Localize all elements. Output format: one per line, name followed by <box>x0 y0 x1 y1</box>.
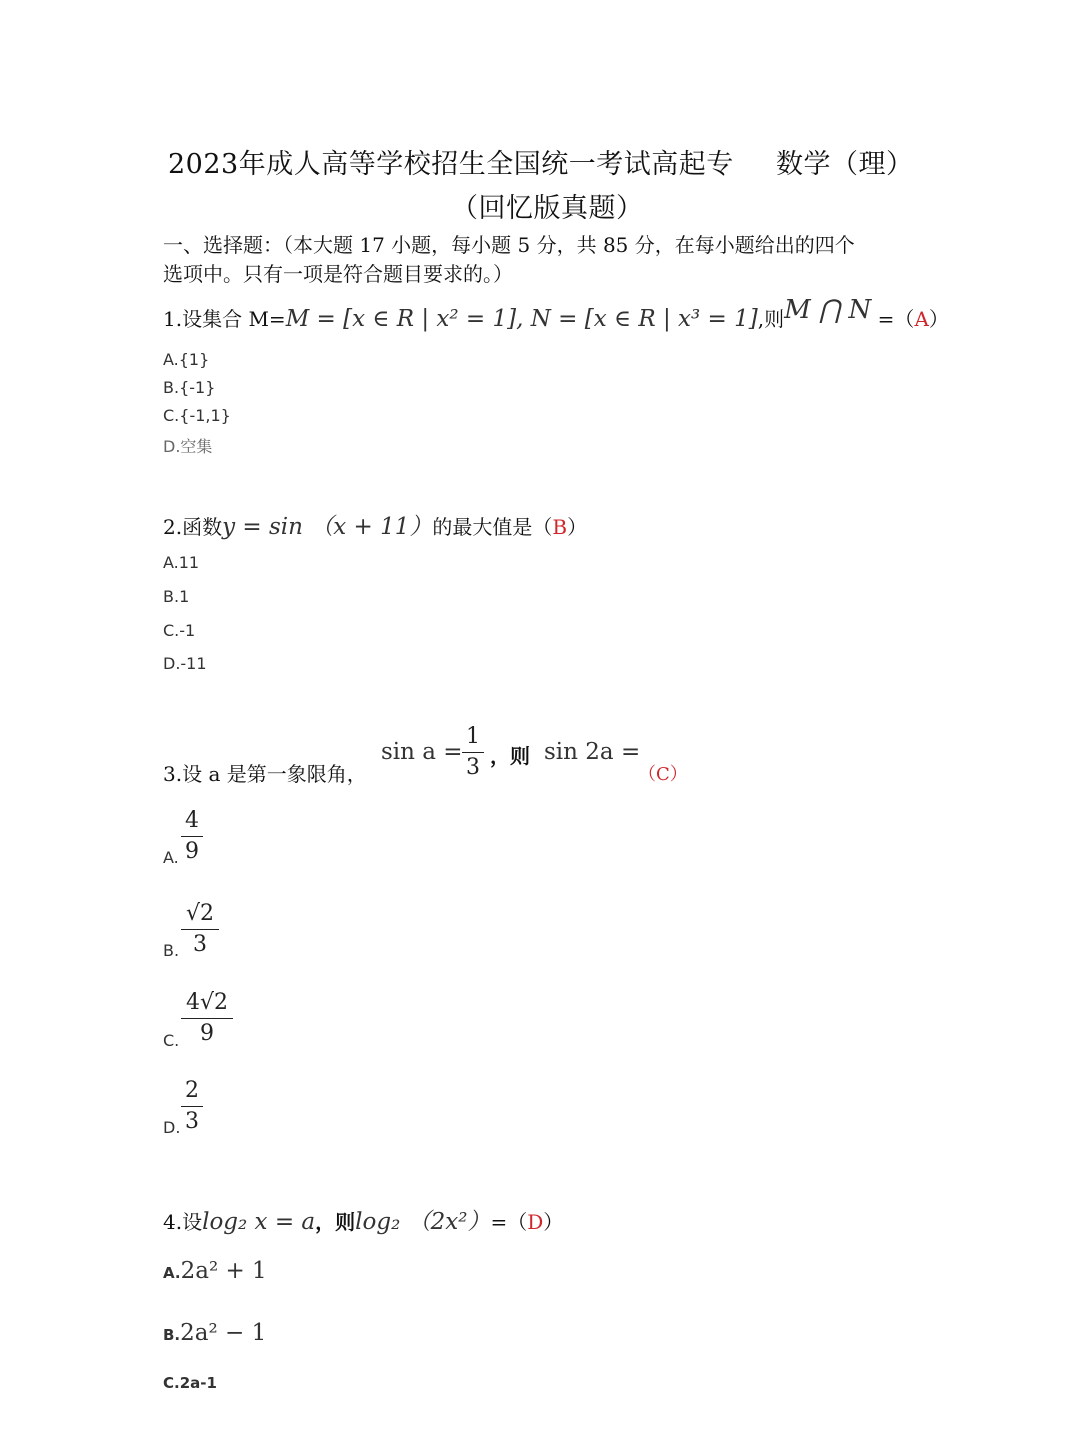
q3-option-c-num: 4√2 <box>185 990 228 1015</box>
q1-formula: M = [x ∈ R | x² = 1], N = [x ∈ R | x³ = 1] <box>285 306 758 332</box>
q2-option-b: B.1 <box>163 587 190 606</box>
section-heading-line1: 一、选择题：（本大题 17 小题，每小题 5 分，共 85 分，在每小题给出的四个 <box>163 233 855 257</box>
q1-eq: =（ <box>871 307 915 331</box>
q2-answer: B <box>552 515 568 539</box>
q4-answer: D <box>527 1210 544 1234</box>
q4-option-c-label: C. <box>163 1374 180 1392</box>
q4-prefix: 4.设 <box>163 1210 203 1234</box>
q3-option-b-num: √2 <box>185 901 214 926</box>
exam-title: 2023年成人高等学校招生全国统一考试高起专 <box>168 149 734 180</box>
q1-option-d: D.空集 <box>163 437 213 456</box>
q3-option-a-den: 9 <box>185 839 199 864</box>
q4-close: ） <box>543 1210 564 1234</box>
q4-eq: =（ <box>490 1210 528 1234</box>
q1-formula-intersection: M ⋂ N <box>784 295 872 325</box>
exam-subject: 数学（理） <box>776 149 914 180</box>
q2-prefix: 2.函数 <box>163 515 223 539</box>
q4-option-a <box>163 1258 267 1284</box>
q2-option-d: D.-11 <box>163 654 207 673</box>
q3-option-d-label: D. <box>163 1118 181 1137</box>
q3-formula-lhs: sin a = <box>381 739 463 765</box>
q2-close: ） <box>567 515 588 539</box>
q1-option-b: B.{-1} <box>163 378 216 397</box>
exam-subtitle: （回忆版真题） <box>451 193 644 224</box>
q1-then: ,则 <box>757 307 785 331</box>
q3-formula-rhs: sin 2a = <box>544 739 641 765</box>
q4-option-a-formula: 2a² + 1 <box>180 1258 267 1284</box>
q4-option-b-label: B. <box>163 1326 181 1344</box>
q1-option-c: C.{-1,1} <box>163 406 231 425</box>
q2-formula: y = sin （x + 11） <box>222 514 433 540</box>
q4-option-a-label: A. <box>163 1264 181 1282</box>
q3-option-a-num: 4 <box>185 808 199 833</box>
q3-frac-num: 1 <box>466 724 480 749</box>
q1-answer: A <box>914 307 929 331</box>
q3-option-d-fraction <box>181 1076 203 1137</box>
q2-suffix: 的最大值是（ <box>432 515 553 539</box>
q4-formula-2: log₂ （2x²） <box>355 1209 491 1235</box>
q3-option-b-fraction <box>181 899 219 960</box>
q3-prefix: 3.设 a 是第一象限角， <box>163 762 367 786</box>
q3-frac-den: 3 <box>466 755 480 780</box>
q3-option-c-fraction <box>181 988 233 1049</box>
q3-option-d-num: 2 <box>185 1078 199 1103</box>
section-heading-line2: 选项中。只有一项是符合题目要求的。） <box>163 262 513 286</box>
q4-option-b-formula: 2a² − 1 <box>180 1320 267 1346</box>
q1-close: ） <box>928 307 949 331</box>
q4-formula-1: log₂ x = a <box>202 1209 316 1235</box>
q4-option-c <box>163 1373 217 1392</box>
q3-option-d-den: 3 <box>185 1109 199 1134</box>
question-4 <box>163 1203 563 1236</box>
q3-option-a-label: A. <box>163 848 179 867</box>
q3-option-c-den: 9 <box>200 1021 214 1046</box>
q2-option-a: A.11 <box>163 553 200 572</box>
question-2 <box>163 508 587 541</box>
q4-option-c-formula: 2a-1 <box>179 1374 217 1392</box>
q3-option-b-den: 3 <box>193 932 207 957</box>
q4-option-b <box>163 1320 266 1346</box>
q3-option-c-label: C. <box>163 1031 180 1050</box>
q3-then: ，则 <box>490 744 530 768</box>
q3-fraction <box>462 722 484 783</box>
q1-prefix: 1.设集合 M= <box>163 307 286 331</box>
q3-option-b-label: B. <box>163 941 180 960</box>
q3-answer: （C） <box>638 764 688 785</box>
q3-option-a-fraction <box>181 806 203 867</box>
q4-then: ，则 <box>315 1210 356 1234</box>
q2-option-c: C.-1 <box>163 621 196 640</box>
question-1 <box>163 295 949 333</box>
q1-option-a: A.{1} <box>163 350 210 369</box>
